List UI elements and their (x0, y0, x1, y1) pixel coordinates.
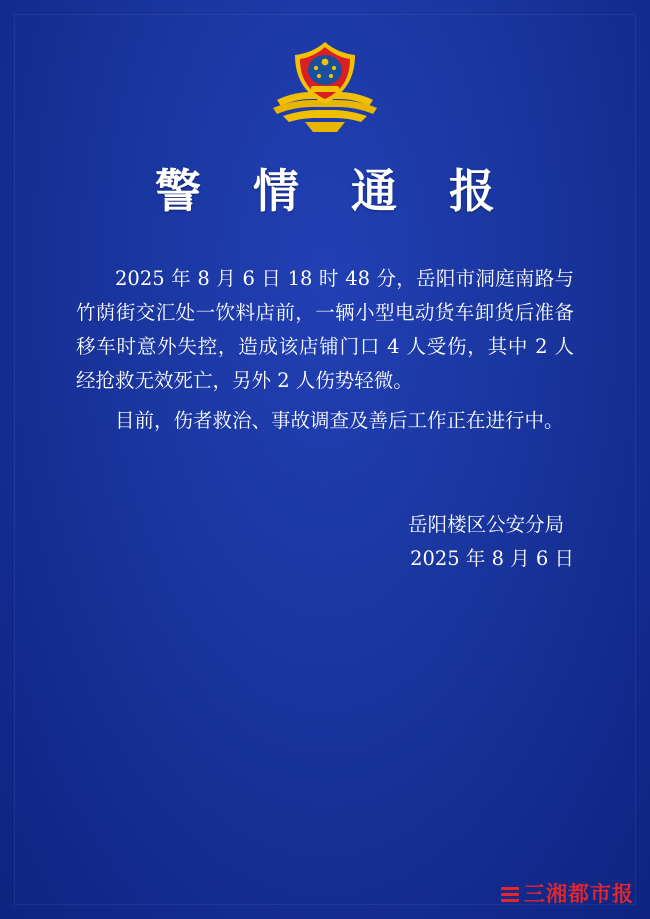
signature-date: 2025 年 8 月 6 日 (410, 547, 574, 570)
notice-body (76, 262, 574, 438)
notice-paragraph-2: 目前，伤者救治、事故调查及善后工作正在进行中。 (115, 409, 564, 432)
page-title: 警 情 通 报 (154, 164, 514, 218)
notice-paragraph-1: 2025 年 8 月 6 日 18 时 48 分，岳阳市洞庭南路与竹荫街交汇处一饮料店前，一辆小型电动货车卸货后准备移车时意外失控，造成该店铺门口 4 人受伤，其中 2 人经抢救无效死亡，另外 2 人伤势轻微。 (76, 267, 574, 392)
china-police-emblem-icon (271, 34, 379, 138)
poster-frame (14, 14, 636, 905)
signature-issuer: 岳阳楼区公安分局 (408, 513, 565, 536)
emblem-container (0, 34, 650, 138)
publisher-name: 三湘都市报 (524, 882, 634, 906)
three-bars-mark-icon (499, 883, 521, 905)
publisher-logo (499, 881, 634, 907)
signature-block (408, 508, 574, 576)
